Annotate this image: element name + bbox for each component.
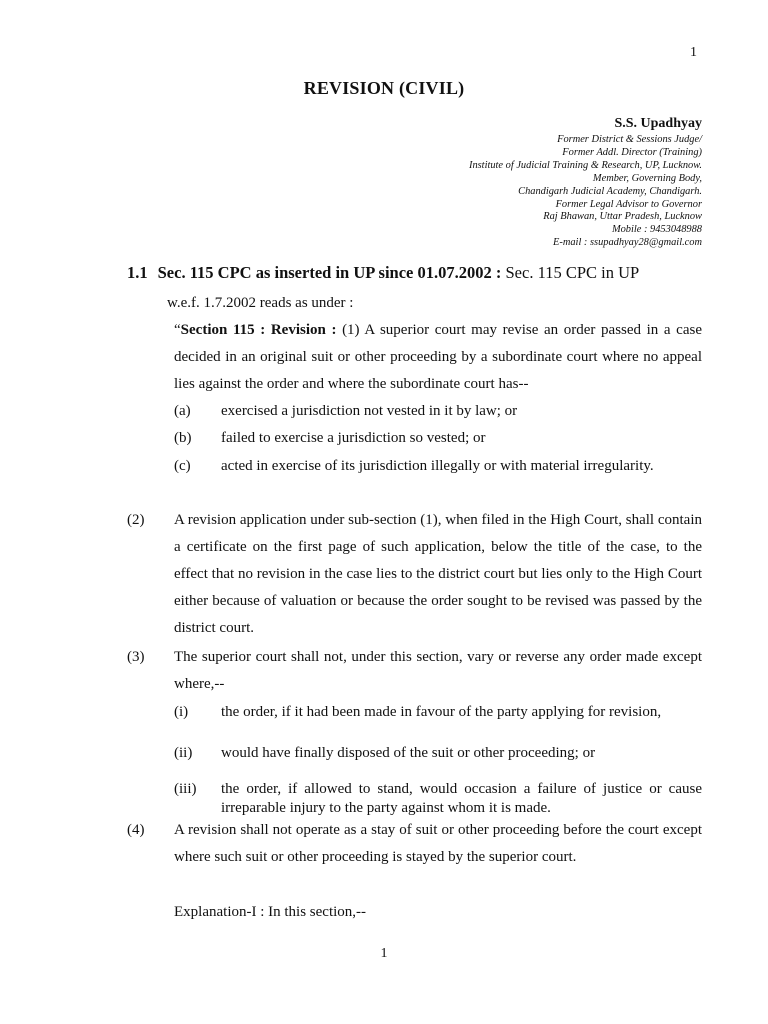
quote-paragraph <box>174 317 702 398</box>
author-block <box>469 116 702 250</box>
subsection-text: A revision shall not operate as a stay of suit or other proceeding before the court except where such suit or other proceeding is stayed by the superior court. <box>174 822 702 865</box>
item-text: would have finally disposed of the suit or other proceeding; or <box>221 745 596 761</box>
author-name: S.S. Upadhyay <box>614 116 702 131</box>
item-label: (i) <box>174 704 189 720</box>
section-heading <box>127 263 639 283</box>
subsection-text: The superior court shall not, under this section, vary or reverse any order made except where,-- <box>174 649 702 692</box>
author-line: Chandigarh Judicial Academy, Chandigarh. <box>518 185 702 197</box>
subsection-text: A revision application under sub-section (1), when filed in the High Court, shall contain a certificate on the first page of such application, below the title of the case, to the effect that no revision in the case lies to the district court but lies only to the High Court either because of valuation or because the order sought to be revised was passed by the district court. <box>174 512 702 636</box>
author-line: Raj Bhawan, Uttar Pradesh, Lucknow <box>543 211 702 223</box>
document-title: REVISION (CIVIL) <box>303 78 465 98</box>
page-number-bottom: 1 <box>380 946 388 961</box>
item-text: the order, if it had been made in favour of the party applying for revision, <box>221 704 662 720</box>
page-number-top: 1 <box>690 45 697 60</box>
item-text: the order, if allowed to stand, would occasion a failure of justice or cause irreparable injury to the party against whom it is made. <box>221 781 702 816</box>
quote-label: Section 115 : Revision : <box>180 322 337 338</box>
author-line: Institute of Judicial Training & Research, UP, Lucknow. <box>468 159 702 171</box>
author-line: Former Legal Advisor to Governor <box>555 198 702 210</box>
clause-label: (c) <box>174 458 191 474</box>
section-number: 1.1 <box>127 263 148 282</box>
quote-open-mark: “ <box>174 322 181 338</box>
clause-text: failed to exercise a jurisdiction so vested; or <box>221 430 486 446</box>
explanation-heading: Explanation-I : In this section,-- <box>174 904 367 920</box>
clause-label: (b) <box>174 430 192 446</box>
quote-text: (1) A superior court may revise an order passed in a case decided in an original suit or other proceeding by a subordinate court where no appeal lies against the order and where the subordinate court has-- <box>174 322 702 392</box>
item-label: (ii) <box>174 745 193 761</box>
subsection-label: (2) <box>127 512 145 528</box>
author-line: Former District & Sessions Judge/ <box>557 134 702 145</box>
subsection-label: (3) <box>127 649 145 665</box>
clause-text: exercised a jurisdiction not vested in it by law; or <box>221 403 518 419</box>
section-intro: w.e.f. 1.7.2002 reads as under : <box>167 295 354 311</box>
section-heading-bold: Sec. 115 CPC as inserted in UP since 01.07.2002 : <box>157 263 502 282</box>
clause-text: acted in exercise of its jurisdiction illegally or with material irregularity. <box>221 458 654 474</box>
clause-label: (a) <box>174 403 191 419</box>
author-line: Former Addl. Director (Training) <box>562 146 702 158</box>
author-line: Member, Governing Body, <box>592 172 702 184</box>
subsection-label: (4) <box>127 822 145 838</box>
section-heading-rest: Sec. 115 CPC in UP <box>501 263 640 282</box>
item-label: (iii) <box>174 781 197 797</box>
author-email: E-mail : ssupadhyay28@gmail.com <box>553 237 702 249</box>
author-line: Mobile : 9453048988 <box>611 224 702 236</box>
